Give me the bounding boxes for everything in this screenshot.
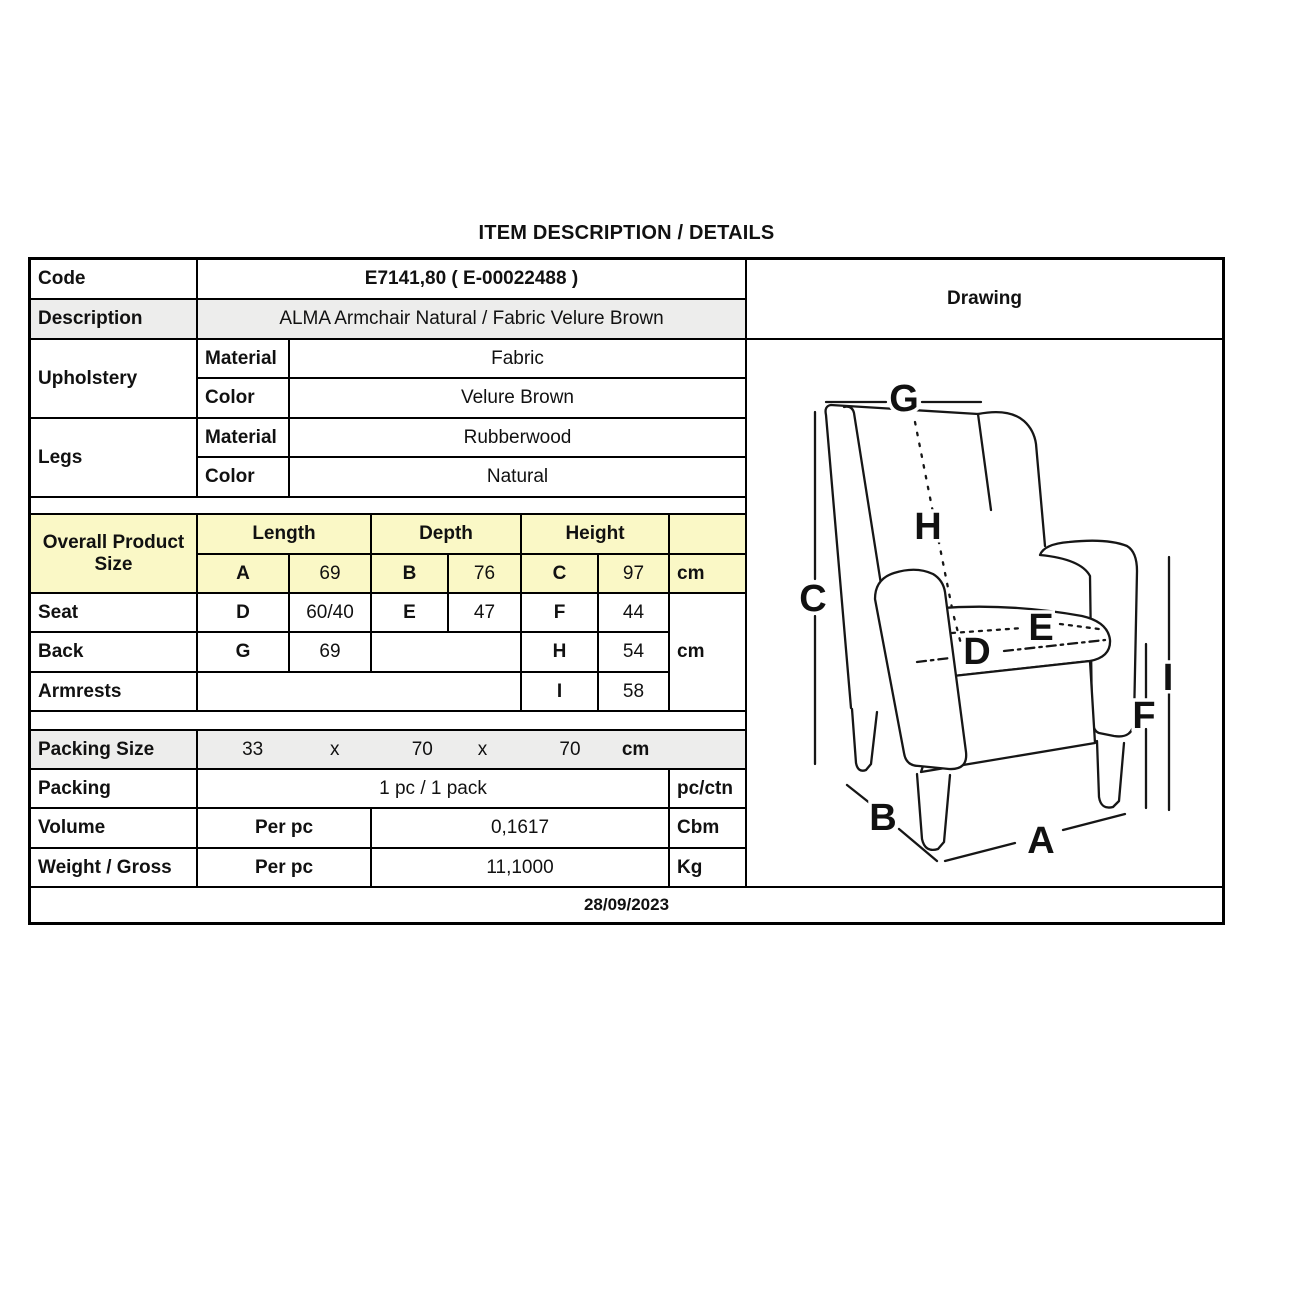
legs-color-label: Color [198,458,288,496]
dim-b-key: B [372,555,447,592]
upholstery-color-label: Color [198,379,288,417]
chair-back-left-leg [852,709,877,771]
size-col-length: Length [198,515,370,553]
dim-b-value: 76 [449,555,520,592]
packing-size-v2: 70 [411,738,433,760]
weight-value: 11,1000 [372,849,668,886]
size-col-depth: Depth [372,515,520,553]
dim-a-key: A [198,555,288,592]
packing-unit: pc/ctn [670,770,745,807]
size-section-label: Overall Product Size [31,515,196,592]
size-unit-top: cm [670,555,745,592]
dim-g-value: 69 [290,633,370,671]
volume-per: Per pc [198,809,370,847]
legs-material-value: Rubberwood [290,419,745,456]
chair-right-wing-crease [978,414,991,510]
chair-front-left-leg [917,774,950,850]
upholstery-label: Upholstery [31,340,196,417]
page-title: ITEM DESCRIPTION / DETAILS [478,222,775,244]
packing-size-unit: cm [621,738,650,760]
volume-value: 0,1617 [372,809,668,847]
upholstery-material-label: Material [198,340,288,377]
upholstery-material-value: Fabric [290,340,745,377]
dim-c-key: C [522,555,597,592]
legs-label: Legs [31,419,196,496]
legs-color-value: Natural [290,458,745,496]
size-unit-spacer [670,515,745,553]
separator-row [31,712,745,729]
chair-left-arm [875,570,966,769]
upholstery-color-value: Velure Brown [290,379,745,417]
dim-label-h: H [914,506,942,548]
dim-label-d: D [963,631,991,673]
dim-a-value: 69 [290,555,370,592]
dim-d-key: D [198,594,288,631]
weight-per: Per pc [198,849,370,886]
packing-size-x2: x [477,738,488,760]
volume-unit: Cbm [670,809,745,847]
date-row: 28/09/2023 [31,888,1222,922]
weight-unit: Kg [670,849,745,886]
seat-label: Seat [31,594,196,631]
code-value: E7141,80 ( E-00022488 ) [198,260,745,298]
dim-f-key: F [522,594,597,631]
packing-size-value [198,731,745,768]
armchair-drawing [747,340,1222,886]
packing-size-x1: x [330,738,340,760]
weight-label: Weight / Gross [31,849,196,886]
spec-table [28,257,1225,925]
dim-e-key: E [372,594,447,631]
dim-label-a: A [1027,820,1055,862]
separator-row [31,498,745,513]
dim-e-value: 47 [449,594,520,631]
dim-i-key: I [522,673,597,710]
packing-size-label: Packing Size [31,731,196,768]
back-label: Back [31,633,196,671]
size-unit-mid: cm [670,594,745,710]
dim-label-c: C [799,578,827,620]
dim-g-key: G [198,633,288,671]
dim-label-i: I [1162,657,1174,699]
legs-material-label: Material [198,419,288,456]
description-value: ALMA Armchair Natural / Fabric Velure Brown [198,300,745,338]
back-depth-empty [372,633,520,671]
volume-label: Volume [31,809,196,847]
dim-label-g: G [889,378,919,420]
dim-label-b: B [869,797,897,839]
chair-right-wing [978,412,1045,546]
dim-h-value: 54 [599,633,668,671]
drawing-header: Drawing [747,260,1222,338]
code-label: Code [31,260,196,298]
dim-d-value: 60/40 [290,594,370,631]
description-label: Description [31,300,196,338]
dim-f-value: 44 [599,594,668,631]
packing-size-v3: 70 [559,738,581,760]
chair-back-left-edge [826,405,851,708]
chair-front-right-leg [1097,741,1124,808]
packing-value: 1 pc / 1 pack [198,770,668,807]
dim-label-e: E [1028,607,1054,649]
dim-h-key: H [522,633,597,671]
drawing-area [747,340,1222,886]
dim-c-value: 97 [599,555,668,592]
packing-label: Packing [31,770,196,807]
size-col-height: Height [522,515,668,553]
packing-size-v1: 33 [242,738,264,760]
armrests-label: Armrests [31,673,196,710]
dim-label-f: F [1132,695,1156,737]
armrests-empty [198,673,520,710]
dim-i-value: 58 [599,673,668,710]
chair-left-wing [844,407,883,597]
